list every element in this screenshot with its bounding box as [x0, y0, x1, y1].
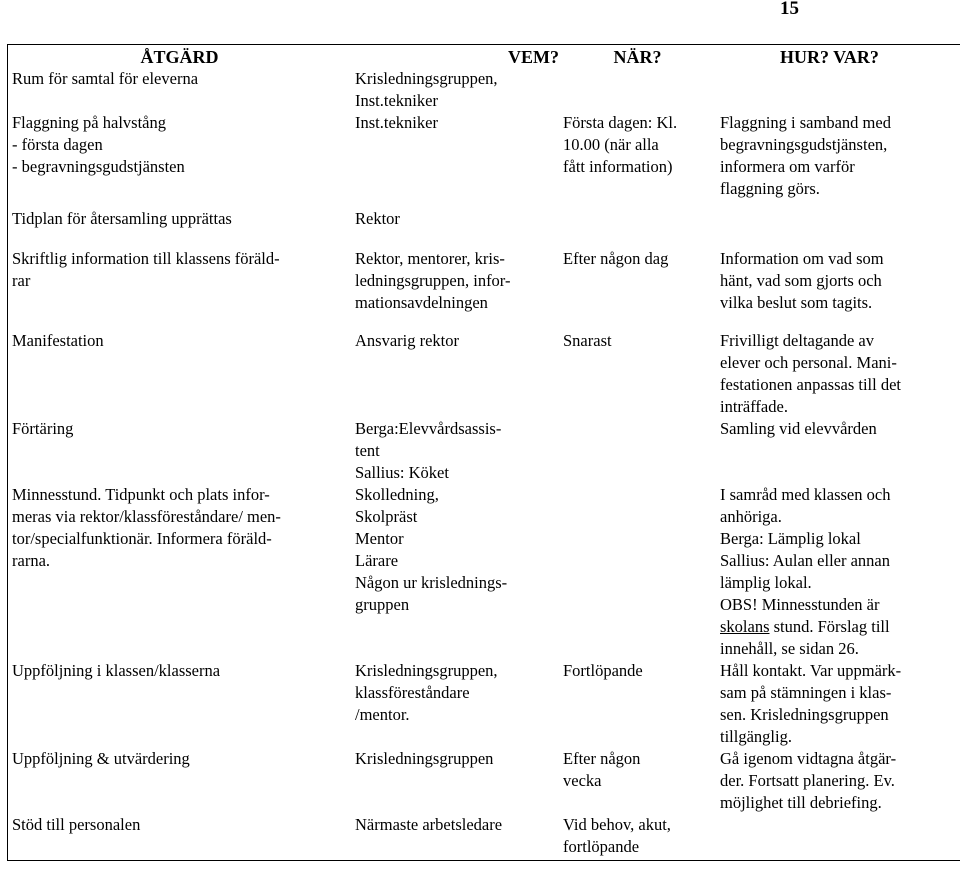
- cell-line: - första dagen: [12, 135, 103, 154]
- table-row: [8, 814, 960, 861]
- cell-line: Inst.tekniker: [355, 113, 438, 132]
- cell-line: Mentor: [355, 529, 404, 548]
- cell-how: [716, 200, 960, 230]
- cell-line: Samling vid elevvården: [720, 419, 877, 438]
- cell-line: Skriftlig information till klassens föräld-: [12, 249, 280, 268]
- cell-how: [716, 112, 960, 200]
- cell-when: [559, 660, 716, 748]
- cell-who: [351, 314, 559, 418]
- cell-line: Stöd till personalen: [12, 815, 141, 834]
- cell-line: ledningsgruppen, infor-: [355, 271, 511, 290]
- table-row: [8, 484, 960, 660]
- cell-who: [351, 814, 559, 861]
- cell-who: [351, 200, 559, 230]
- cell-line: tor/specialfunktionär. Informera föräld-: [12, 529, 272, 548]
- cell-line: Snarast: [563, 331, 612, 350]
- cell-line: Inst.tekniker: [355, 91, 438, 110]
- action-plan-table: [7, 44, 960, 861]
- cell-line: Vid behov, akut,: [563, 815, 671, 834]
- cell-action: [8, 68, 352, 112]
- cell-how: [716, 660, 960, 748]
- cell-when: [559, 314, 716, 418]
- cell-line: klassföreståndare: [355, 683, 470, 702]
- cell-line: Krisledningsgruppen,: [355, 661, 498, 680]
- cell-line: möjlighet till debriefing.: [720, 793, 882, 812]
- cell-when: [559, 418, 716, 484]
- cell-action: [8, 814, 352, 861]
- cell-line: 10.00 (när alla: [563, 135, 659, 154]
- cell-line: Tidplan för återsamling upprättas: [12, 209, 232, 228]
- cell-line: Manifestation: [12, 331, 104, 350]
- cell-line: flaggning görs.: [720, 179, 820, 198]
- header-how: HUR? VAR?: [716, 45, 960, 69]
- cell-when: [559, 112, 716, 200]
- cell-action: [8, 230, 352, 314]
- cell-line: innehåll, se sidan 26.: [720, 639, 859, 658]
- cell-line: begravningsgudstjänsten,: [720, 135, 888, 154]
- cell-line: anhöriga.: [720, 507, 782, 526]
- cell-line: Närmaste arbetsledare: [355, 815, 503, 834]
- cell-line: der. Fortsatt planering. Ev.: [720, 771, 895, 790]
- cell-line: fortlöpande: [563, 837, 640, 856]
- cell-line: informera om varför: [720, 157, 855, 176]
- cell-how: [716, 68, 960, 112]
- table-row: [8, 660, 960, 748]
- cell-line: Berga: Lämplig lokal: [720, 529, 861, 548]
- cell-line: Berga:Elevvårdsassis-: [355, 419, 502, 438]
- cell-line: rarna.: [12, 551, 51, 570]
- cell-when: [559, 230, 716, 314]
- cell-who: [351, 112, 559, 200]
- cell-line: Rektor, mentorer, kris-: [355, 249, 505, 268]
- cell-line: fått information): [563, 157, 673, 176]
- cell-how: [716, 230, 960, 314]
- cell-action: [8, 418, 352, 484]
- cell-line: Ansvarig rektor: [355, 331, 460, 350]
- cell-when: [559, 814, 716, 861]
- cell-who: [351, 230, 559, 314]
- cell-line: Någon ur krislednings-: [355, 573, 508, 592]
- table-row: [8, 230, 960, 314]
- cell-line: - begravningsgudstjänsten: [12, 157, 185, 176]
- cell-how: [716, 814, 960, 861]
- cell-line: Förtäring: [12, 419, 74, 438]
- cell-action: [8, 748, 352, 814]
- cell-line: Krisledningsgruppen,: [355, 69, 498, 88]
- cell-line: Håll kontakt. Var uppmärk-: [720, 661, 902, 680]
- cell-line: Krisledningsgruppen: [355, 749, 494, 768]
- cell-action: [8, 314, 352, 418]
- cell-how: [716, 484, 960, 660]
- cell-line: Frivilligt deltagande av: [720, 331, 874, 350]
- cell-how: [716, 748, 960, 814]
- page-number: 15: [780, 0, 799, 19]
- underlined-word: skolans: [720, 617, 770, 636]
- cell-line: Skolpräst: [355, 507, 418, 526]
- cell-line: tillgänglig.: [720, 727, 792, 746]
- cell-line: Första dagen: Kl.: [563, 113, 678, 132]
- cell-line: OBS! Minnesstunden är: [720, 595, 880, 614]
- cell-line: hänt, vad som gjorts och: [720, 271, 882, 290]
- table-row: [8, 314, 960, 418]
- cell-line: gruppen: [355, 595, 410, 614]
- table-row: [8, 418, 960, 484]
- table-row: [8, 112, 960, 200]
- cell-line: festationen anpassas till det: [720, 375, 901, 394]
- cell-line: sam på stämningen i klas-: [720, 683, 892, 702]
- cell-line: Rektor: [355, 209, 400, 228]
- cell-line: Fortlöpande: [563, 661, 643, 680]
- cell-who: [351, 68, 559, 112]
- cell-line: Lärare: [355, 551, 399, 570]
- cell-when: [559, 200, 716, 230]
- cell-when: [559, 484, 716, 660]
- cell-when: [559, 748, 716, 814]
- cell-line: vecka: [563, 771, 602, 790]
- header-when: NÄR?: [559, 45, 716, 69]
- cell-line: Rum för samtal för eleverna: [12, 69, 199, 88]
- cell-line: sen. Krisledningsgruppen: [720, 705, 889, 724]
- cell-line: elever och personal. Mani-: [720, 353, 897, 372]
- cell-action: [8, 484, 352, 660]
- cell-who: [351, 484, 559, 660]
- cell-line-rest: stund. Förslag till: [769, 617, 890, 636]
- cell-line: mationsavdelningen: [355, 293, 488, 312]
- cell-who: [351, 418, 559, 484]
- cell-when: [559, 68, 716, 112]
- cell-action: [8, 660, 352, 748]
- cell-line: Sallius: Aulan eller annan: [720, 551, 891, 570]
- cell-how: [716, 418, 960, 484]
- table-row: [8, 748, 960, 814]
- cell-line: Gå igenom vidtagna åtgär-: [720, 749, 897, 768]
- cell-line: [720, 616, 960, 638]
- table-header-row: [8, 45, 960, 69]
- cell-line: lämplig lokal.: [720, 573, 812, 592]
- cell-line: Skolledning,: [355, 485, 439, 504]
- cell-line: Uppföljning & utvärdering: [12, 749, 190, 768]
- cell-line: Flaggning på halvstång: [12, 113, 166, 132]
- cell-who: [351, 660, 559, 748]
- cell-line: Uppföljning i klassen/klasserna: [12, 661, 221, 680]
- cell-line: Efter någon dag: [563, 249, 669, 268]
- table-row: [8, 68, 960, 112]
- cell-line: Minnesstund. Tidpunkt och plats infor-: [12, 485, 270, 504]
- cell-line: tent: [355, 441, 380, 460]
- cell-line: I samråd med klassen och: [720, 485, 891, 504]
- cell-line: Flaggning i samband med: [720, 113, 891, 132]
- cell-line: meras via rektor/klassföreståndare/ men-: [12, 507, 281, 526]
- cell-line: rar: [12, 271, 31, 290]
- cell-action: [8, 200, 352, 230]
- cell-line: vilka beslut som tagits.: [720, 293, 873, 312]
- cell-line: Sallius: Köket: [355, 463, 449, 482]
- cell-line: /mentor.: [355, 705, 410, 724]
- cell-line: inträffade.: [720, 397, 788, 416]
- cell-line: Information om vad som: [720, 249, 884, 268]
- header-who: VEM?: [351, 45, 559, 69]
- cell-line: Efter någon: [563, 749, 641, 768]
- cell-action: [8, 112, 352, 200]
- table-row: [8, 200, 960, 230]
- header-action: ÅTGÄRD: [8, 45, 352, 69]
- cell-who: [351, 748, 559, 814]
- cell-how: [716, 314, 960, 418]
